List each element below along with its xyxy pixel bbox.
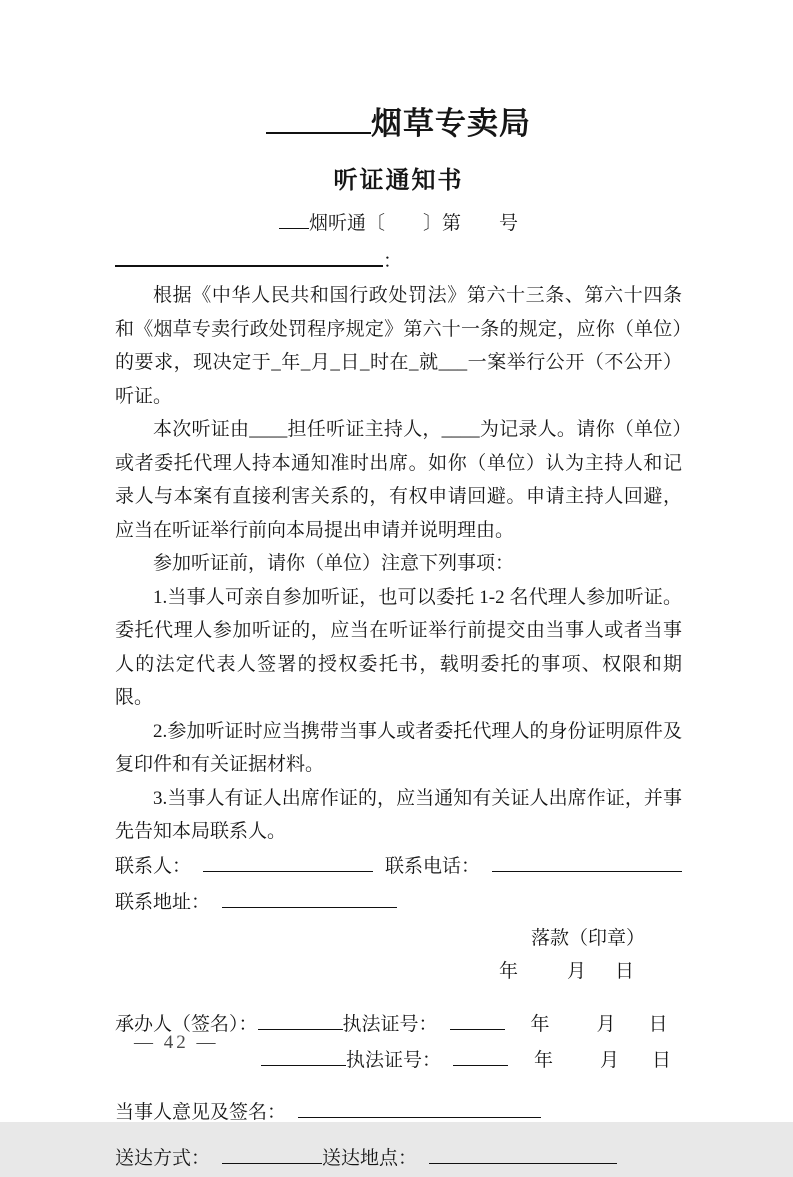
- contact-name-blank: [203, 853, 373, 872]
- organizer-label: 承办人（签名）：: [115, 1013, 258, 1035]
- license-label-1: 执法证号：: [342, 1013, 438, 1035]
- doc-number-line: [115, 209, 682, 239]
- phone-blank: [492, 853, 682, 872]
- org-title-line: [115, 102, 682, 145]
- opinion-blank: [298, 1099, 541, 1118]
- addressee-line: [115, 247, 682, 277]
- delivery-method-blank: [222, 1145, 322, 1164]
- day-label-2: 日: [652, 1049, 672, 1071]
- contact-label: 联系人：: [115, 855, 192, 877]
- signoff-month-label: 月: [566, 960, 586, 982]
- license-blank-2: [453, 1047, 508, 1066]
- addressee-colon: ：: [383, 251, 403, 272]
- doc-number-blank: [279, 210, 309, 229]
- paragraph-notice-intro: 参加听证前，请你（单位）注意下列事项：: [153, 553, 515, 574]
- doc-number-text: 烟听通〔 〕第 号: [308, 213, 518, 234]
- body-text: [115, 279, 682, 849]
- license-label-2: 执法证号：: [346, 1049, 442, 1071]
- delivery-row: [115, 1141, 682, 1177]
- address-label: 联系地址：: [115, 891, 211, 913]
- org-name-blank: [266, 102, 371, 134]
- page-number: — 42 —: [134, 1032, 219, 1053]
- delivery-place-label: 送达地点：: [322, 1147, 418, 1169]
- signoff-day-label: 日: [614, 960, 634, 982]
- address-row: [115, 885, 682, 921]
- phone-label: 联系电话：: [385, 855, 481, 877]
- organizer-date-2: [534, 1050, 671, 1071]
- year-label-1: 年: [530, 1013, 550, 1035]
- opinion-row: [115, 1095, 682, 1131]
- org-title-text: 烟草专卖局: [371, 106, 531, 141]
- paragraph-hearing-host: 本次听证由____担任听证主持人，____为记录人。请你（单位）或者委托代理人持本通知准时出席。如你（单位）认为主持人和记录人与本案有直接利害关系的，有权申请回避。申请主持人回避，应当在听证举行前向本局提出申请并说明理由。: [115, 419, 682, 541]
- month-label-2: 月: [600, 1049, 620, 1071]
- delivery-method-label: 送达方式：: [115, 1147, 211, 1169]
- signoff-year-label: 年: [498, 960, 518, 982]
- license-blank-1: [450, 1011, 505, 1030]
- contact-row: [115, 849, 682, 885]
- paragraph-item-1: 1.当事人可亲自参加听证，也可以委托 1-2 名代理人参加听证。委托代理人参加听证的，应当在听证举行前提交由当事人或者当事人的法定代表人签署的授权委托书，载明委托的事项、权限和期限。: [115, 586, 682, 708]
- organizer-date-1: [531, 1014, 668, 1035]
- year-label-2: 年: [534, 1049, 554, 1071]
- address-blank: [222, 889, 397, 908]
- day-label-1: 日: [648, 1013, 668, 1035]
- paragraph-legal-basis: 根据《中华人民共和国行政处罚法》第六十三条、第六十四条和《烟草专卖行政处罚程序规定》第六十一条的规定，应你（单位）的要求，现决定于_年_月_日_时在_就___一案举行公开（不公开）听证。: [115, 285, 682, 407]
- addressee-blank: [115, 247, 383, 267]
- opinion-label: 当事人意见及签名：: [115, 1101, 287, 1123]
- paragraph-item-2: 2.参加听证时应当携带当事人或者委托代理人的身份证明原件及复印件和有关证据材料。: [115, 720, 682, 775]
- signoff-date-row: [115, 959, 682, 985]
- doc-title: 听证通知书: [333, 167, 464, 194]
- delivery-place-blank: [429, 1145, 617, 1164]
- signoff-label: 落款（印章）: [530, 927, 645, 949]
- page-content: [115, 102, 682, 1177]
- month-label-1: 月: [596, 1013, 616, 1035]
- organizer-sign-blank-1: [258, 1011, 343, 1030]
- paragraph-item-3: 3.当事人有证人出席作证的，应当通知有关证人出席作证，并事先告知本局联系人。: [115, 787, 682, 842]
- organizer-sign-blank-2: [261, 1047, 346, 1066]
